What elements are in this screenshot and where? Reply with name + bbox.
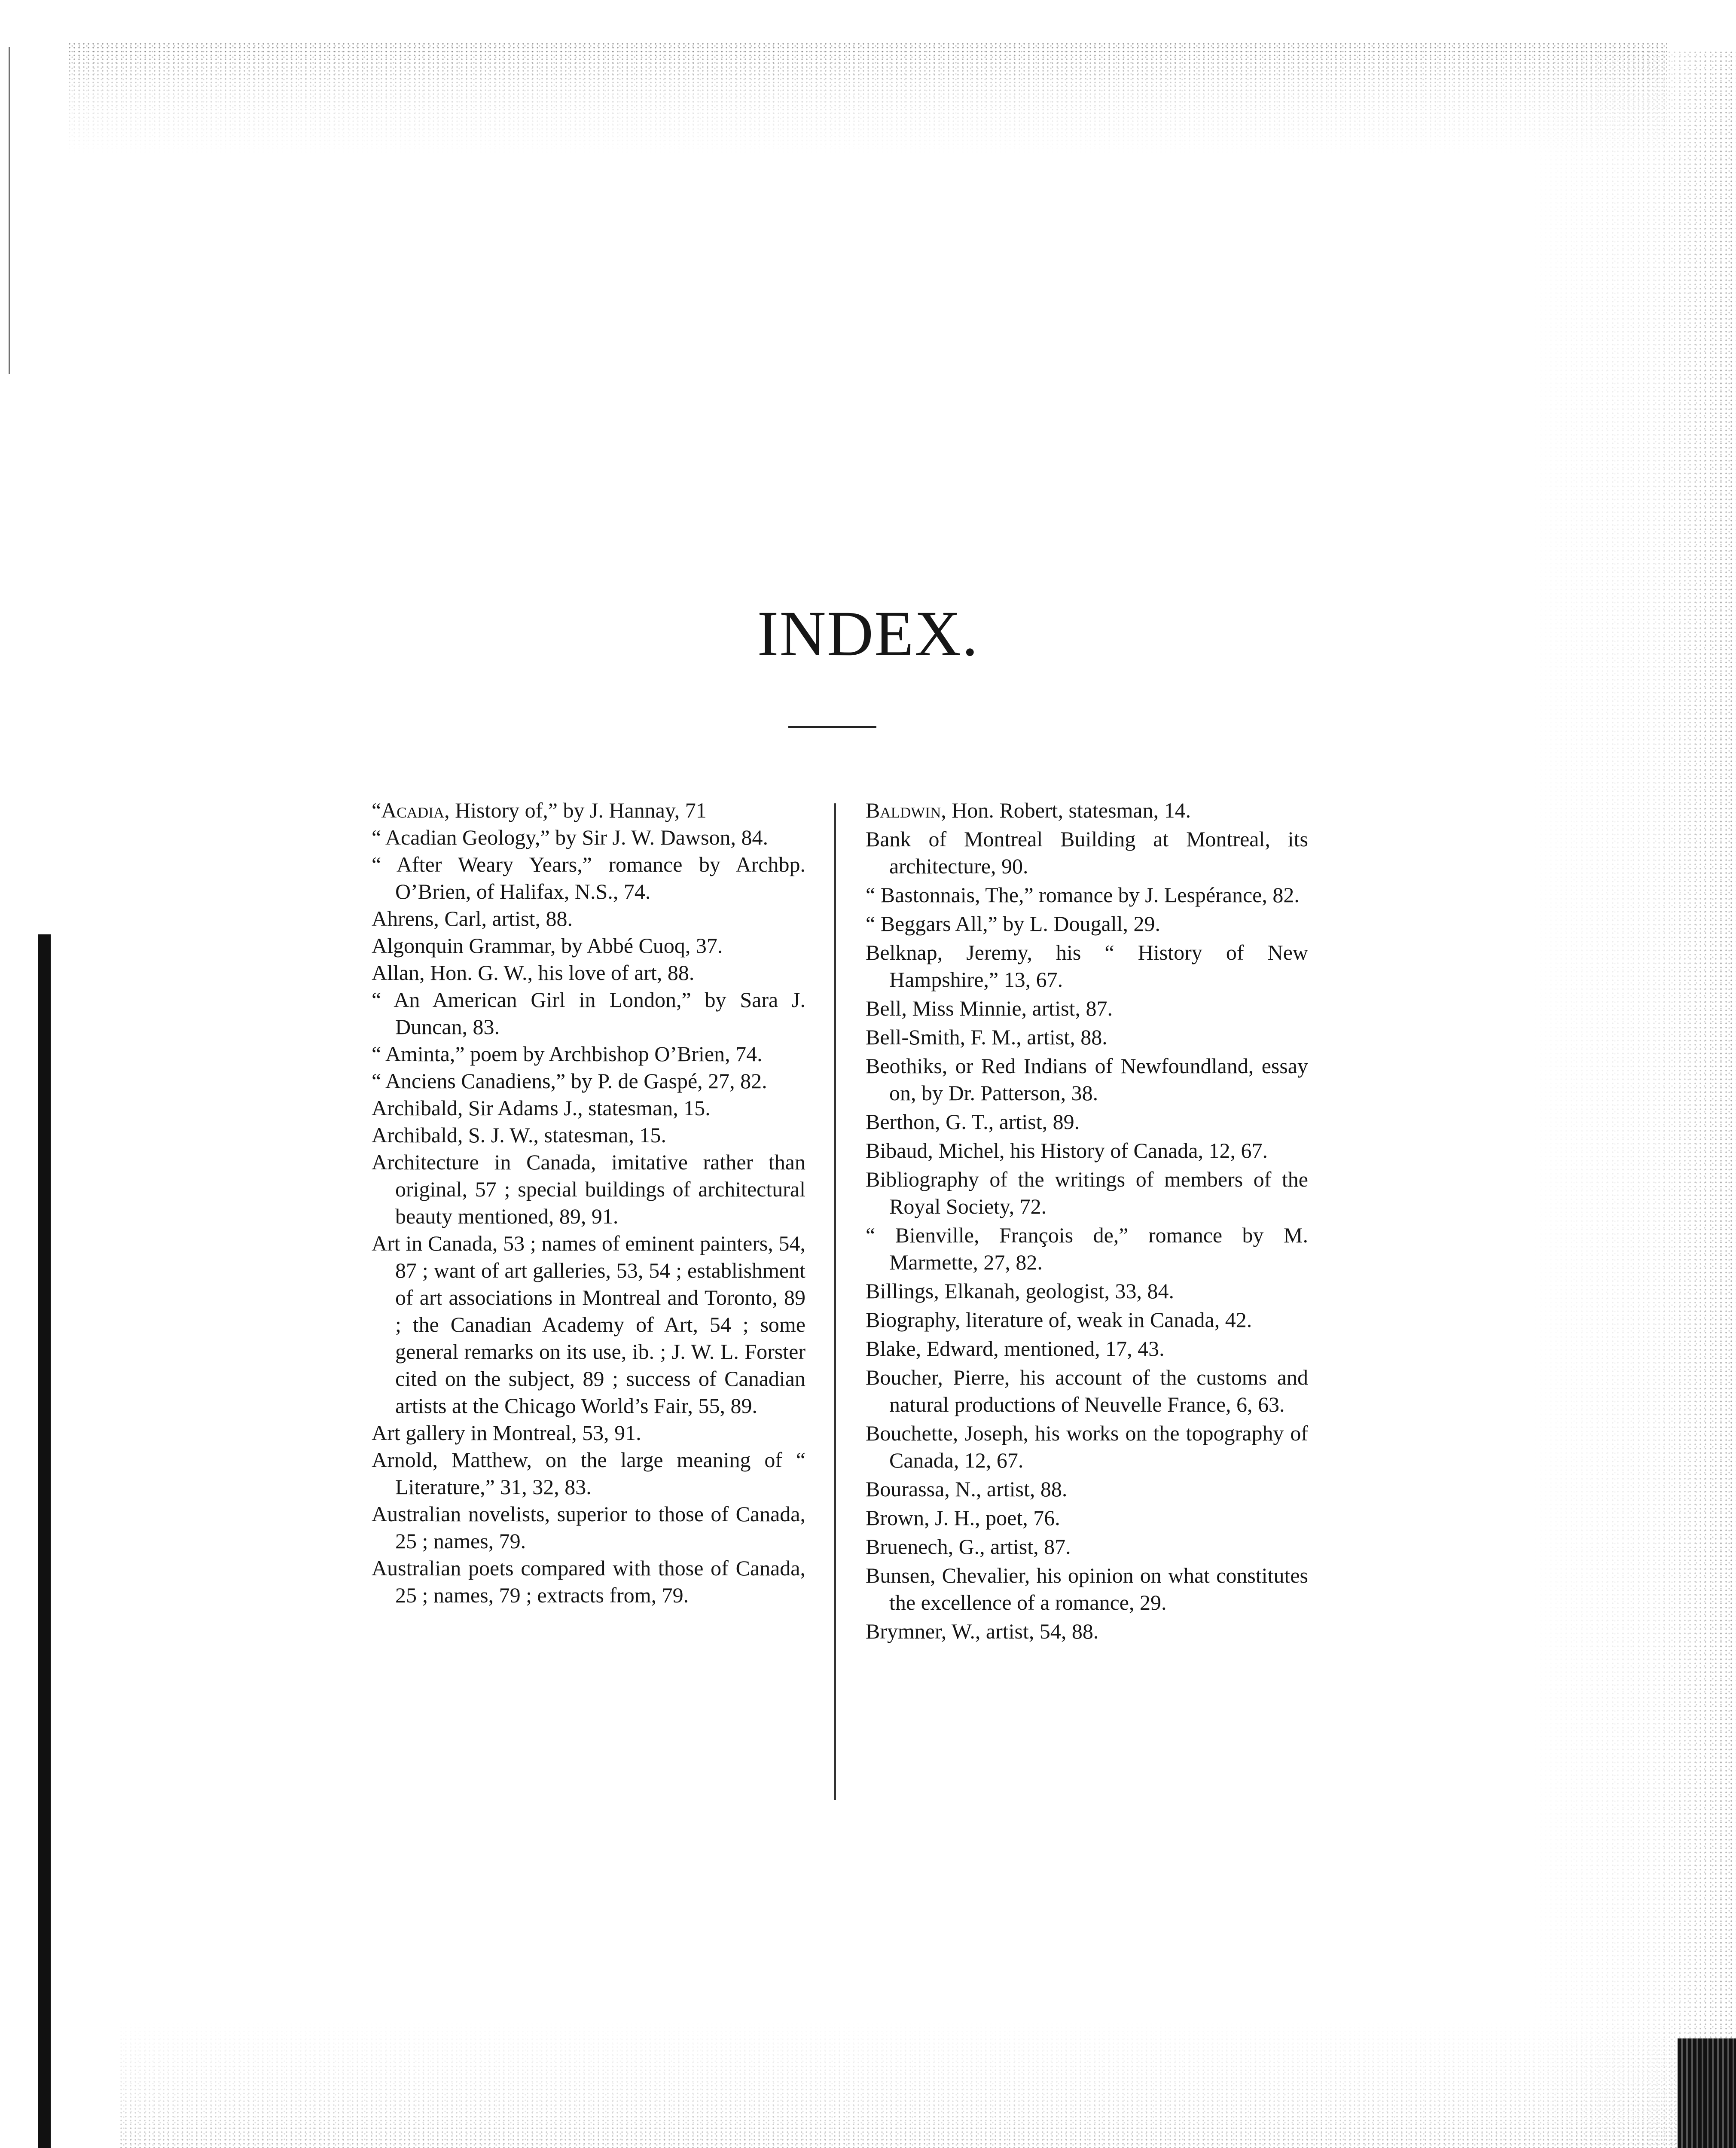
quote-mark: “	[372, 798, 381, 822]
scan-edge-block	[1678, 2038, 1736, 2148]
page-title: INDEX.	[757, 598, 979, 669]
index-column-left	[372, 797, 805, 1609]
index-entry: Archibald, Sir Adams J., statesman, 15.	[372, 1096, 711, 1120]
index-entry: “ Aminta,” poem by Archbishop O’Brien, 74.	[372, 1042, 763, 1066]
index-entry: Beothiks, or Red Indians of Newfoundland, essay on, by Dr. Patterson, 38.	[866, 1054, 1308, 1105]
index-entry: Bruenech, G., artist, 87.	[866, 1535, 1071, 1559]
index-entry: Bibaud, Michel, his History of Canada, 12, 67.	[866, 1138, 1268, 1162]
scan-noise-bottom	[120, 2019, 1736, 2148]
scan-noise-top	[69, 43, 1667, 155]
scan-edge-ticks	[9, 47, 17, 374]
index-entry: Berthon, G. T., artist, 89.	[866, 1110, 1080, 1134]
index-entry: “ Beggars All,” by L. Dougall, 29.	[866, 912, 1160, 936]
index-entry: Billings, Elkanah, geologist, 33, 84.	[866, 1279, 1175, 1303]
index-entry: Archibald, S. J. W., statesman, 15.	[372, 1123, 667, 1147]
index-entry: Bibliography of the writings of members of the Royal Society, 72.	[866, 1167, 1308, 1218]
index-entry: Architecture in Canada, imitative rather than original, 57 ; special buildings of architectural beauty mentioned, 89, 91.	[372, 1150, 805, 1228]
index-entry: Art gallery in Montreal, 53, 91.	[372, 1421, 641, 1445]
index-entry: Blake, Edward, mentioned, 17, 43.	[866, 1336, 1165, 1361]
index-entry: Algonquin Grammar, by Abbé Cuoq, 37.	[372, 934, 723, 958]
index-entry: “ Acadian Geology,” by Sir J. W. Dawson, 84.	[372, 825, 769, 849]
index-entry: Brown, J. H., poet, 76.	[866, 1506, 1060, 1530]
index-entry	[372, 797, 805, 824]
entry-text: , History of,” by J. Hannay, 71	[444, 798, 707, 822]
index-entry: Art in Canada, 53 ; names of eminent painters, 54, 87 ; want of art galleries, 53, 54 ; establishment of art associations in Montreal and Toronto, 89 ; the Canadian Academy of Art, 54 ; some general remarks on its use, ib. ; J. W. L. Forster cited on the subject, 89 ; success of Canadian artists at the Chicago World’s Fair, 55, 89.	[372, 1231, 805, 1418]
index-entry: Brymner, W., artist, 54, 88.	[866, 1619, 1099, 1643]
index-entry: “ Anciens Canadiens,” by P. de Gaspé, 27, 82.	[372, 1069, 767, 1093]
index-entry	[866, 797, 1308, 824]
title-rule	[788, 726, 876, 728]
index-entry: “ Bastonnais, The,” romance by J. Lespérance, 82.	[866, 883, 1300, 907]
index-entry: Allan, Hon. G. W., his love of art, 88.	[372, 961, 695, 985]
index-column-right	[866, 797, 1308, 1647]
index-entry: Arnold, Matthew, on the large meaning of “ Literature,” 31, 32, 83.	[372, 1448, 805, 1499]
entry-headword: Baldwin	[866, 798, 941, 822]
index-entry: Bouchette, Joseph, his works on the topography of Canada, 12, 67.	[866, 1421, 1308, 1472]
index-entry: Belknap, Jeremy, his “ History of New Hampshire,” 13, 67.	[866, 940, 1308, 992]
index-entry: Australian poets compared with those of Canada, 25 ; names, 79 ; extracts from, 79.	[372, 1556, 805, 1607]
index-entry: “ After Weary Years,” romance by Archbp. O’Brien, of Halifax, N.S., 74.	[372, 852, 805, 903]
index-entry: Bunsen, Chevalier, his opinion on what constitutes the excellence of a romance, 29.	[866, 1563, 1308, 1614]
index-entry: Bank of Montreal Building at Montreal, its architecture, 90.	[866, 827, 1308, 878]
entry-headword: Acadia	[381, 798, 445, 822]
scan-noise-right	[1529, 52, 1736, 2148]
index-entry: Boucher, Pierre, his account of the customs and natural productions of Neuvelle France, 6, 63.	[866, 1365, 1308, 1416]
index-entry: Australian novelists, superior to those of Canada, 25 ; names, 79.	[372, 1502, 805, 1553]
index-entry: Ahrens, Carl, artist, 88.	[372, 906, 573, 931]
index-entry: Bell, Miss Minnie, artist, 87.	[866, 996, 1113, 1020]
entry-text: , Hon. Robert, statesman, 14.	[941, 798, 1191, 822]
scan-edge-bar	[38, 934, 51, 2148]
index-entry: Biography, literature of, weak in Canada, 42.	[866, 1308, 1252, 1332]
index-entry: Bourassa, N., artist, 88.	[866, 1477, 1068, 1501]
index-entry: “ Bienville, François de,” romance by M. Marmette, 27, 82.	[866, 1223, 1308, 1274]
index-entry: Bell-Smith, F. M., artist, 88.	[866, 1025, 1108, 1049]
index-entry: “ An American Girl in London,” by Sara J. Duncan, 83.	[372, 988, 805, 1039]
column-divider	[834, 803, 836, 1800]
